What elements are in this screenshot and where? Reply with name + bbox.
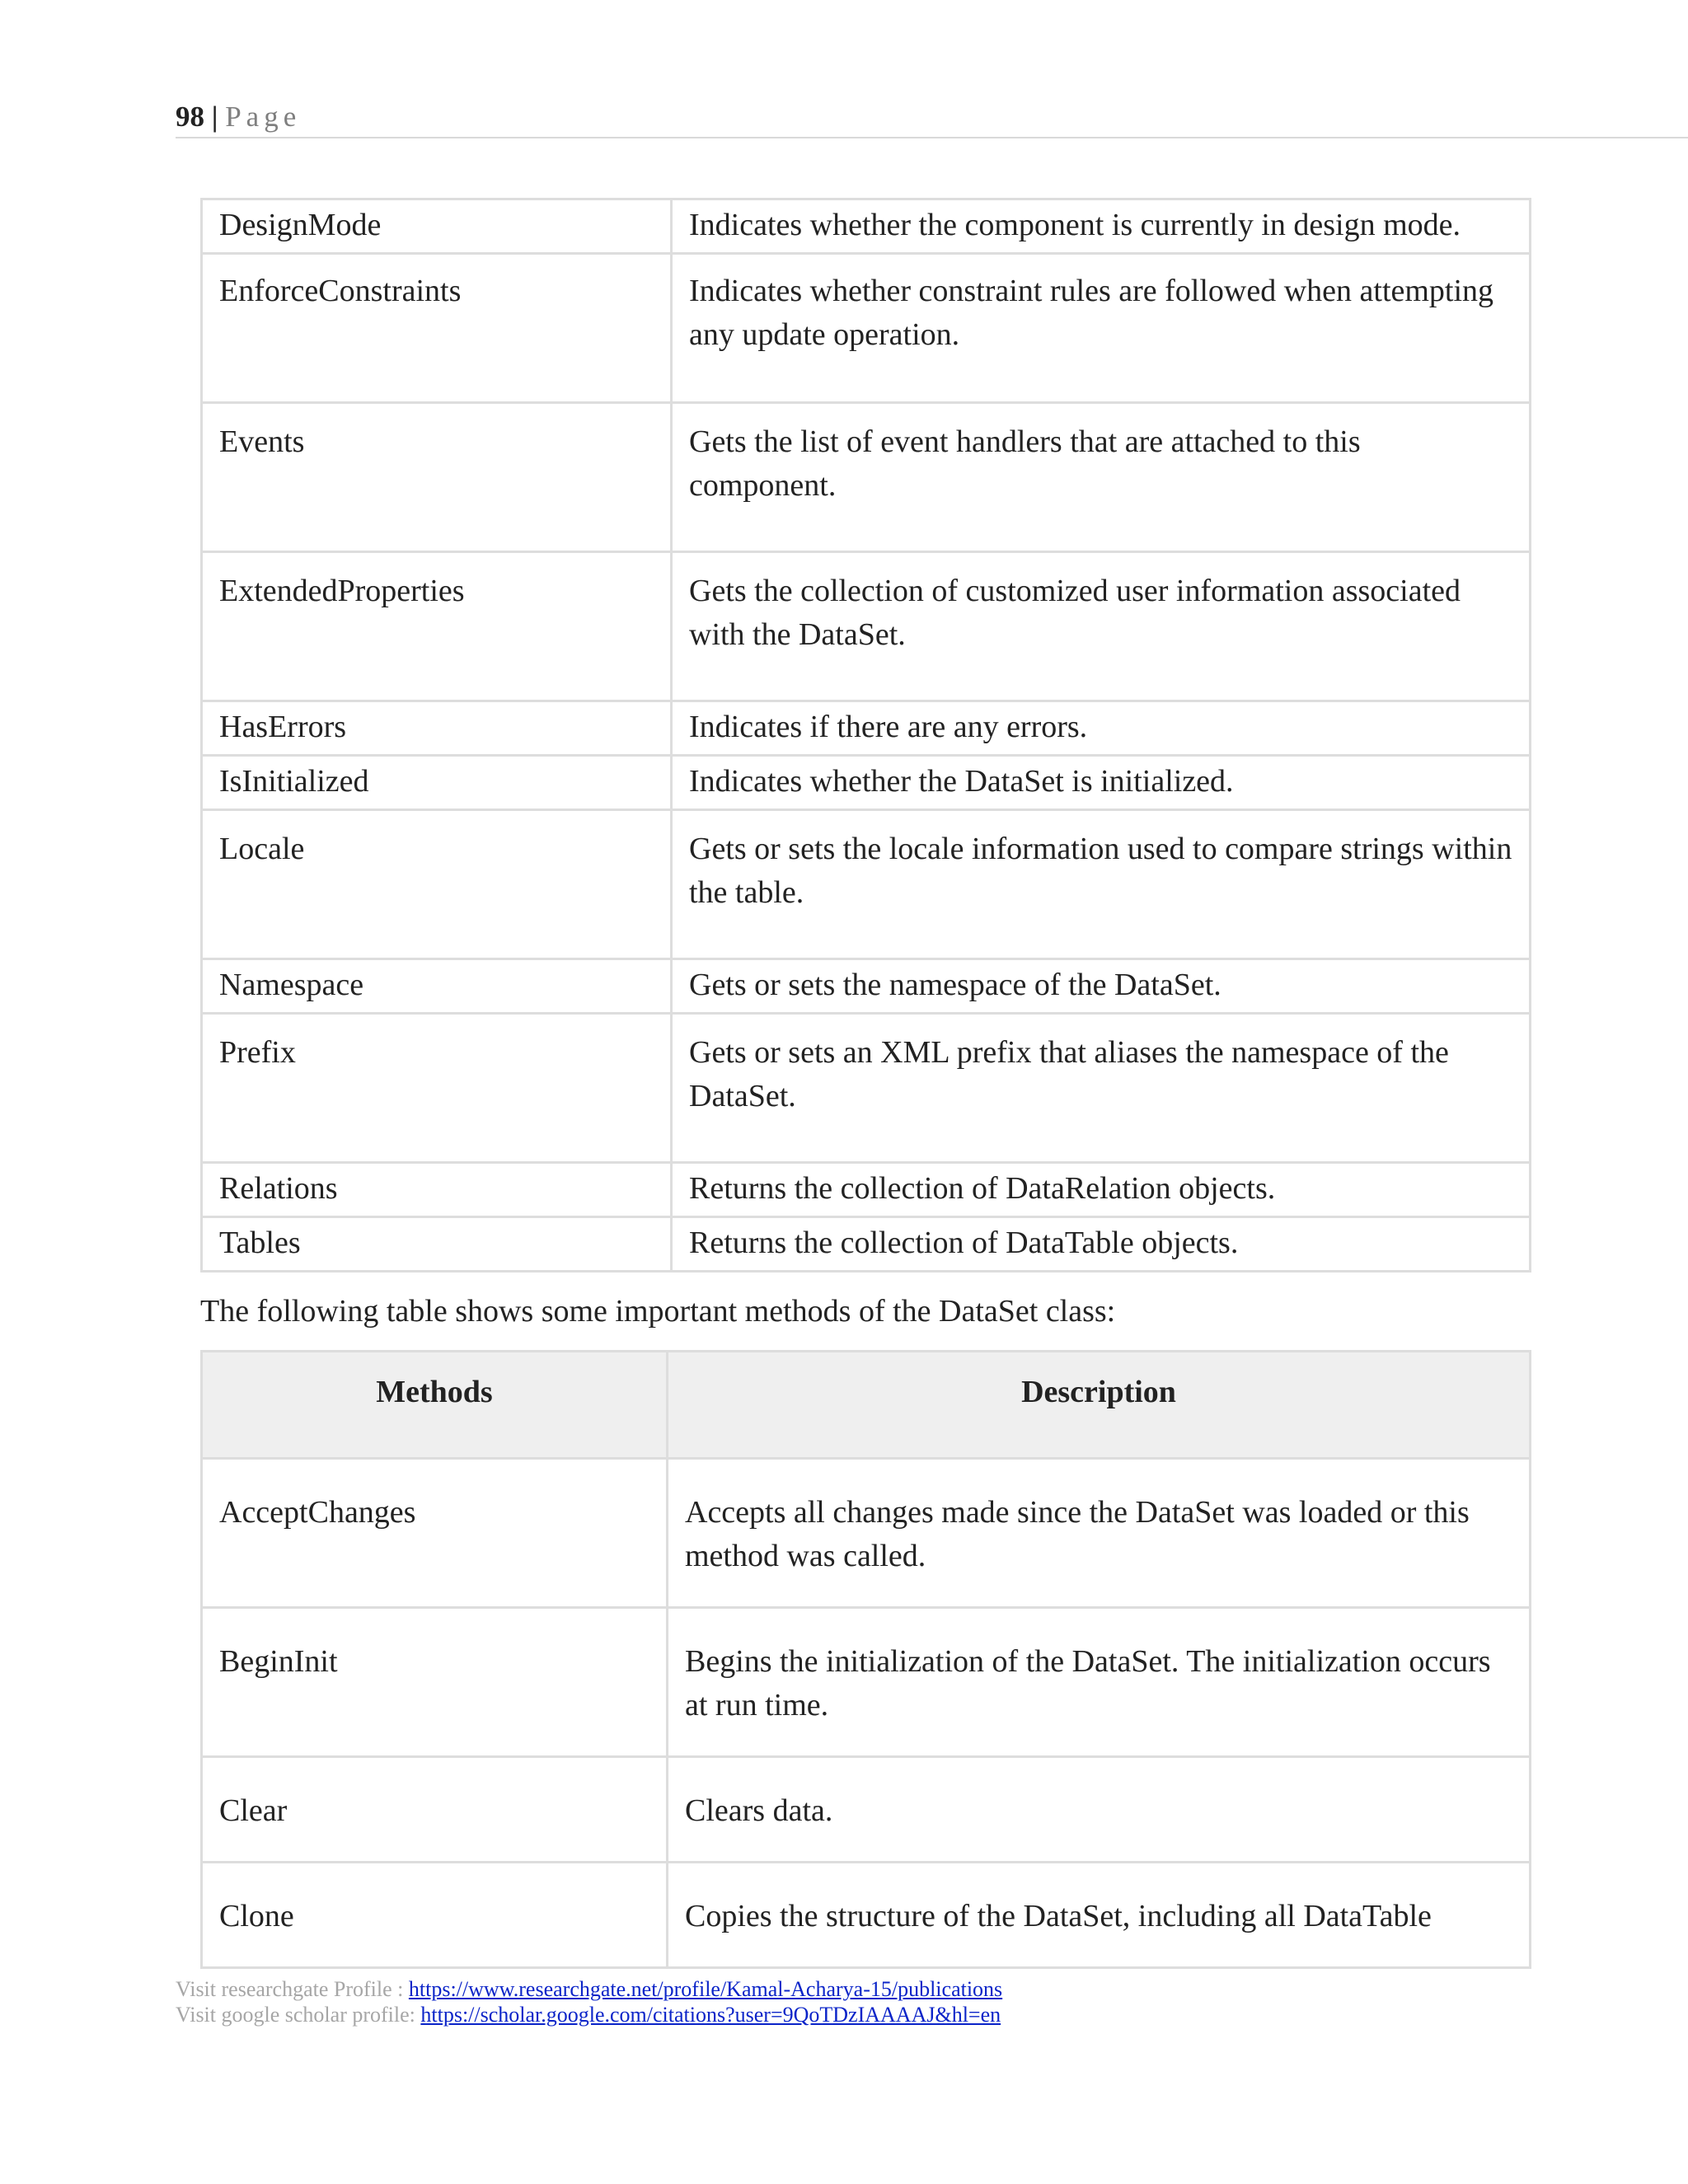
scholar-link[interactable]: https://scholar.google.com/citations?user=9QoTDzIAAAAJ&hl=en: [420, 2003, 1001, 2027]
scholar-line: [176, 2002, 1002, 2027]
method-name: Clear: [202, 1757, 668, 1863]
researchgate-label: Visit researchgate Profile :: [176, 1977, 409, 2001]
property-name: Events: [202, 403, 672, 552]
table-row: [202, 1863, 1531, 1968]
properties-table: [200, 198, 1531, 1272]
method-description: Accepts all changes made since the DataSet was loaded or this method was called.: [668, 1459, 1531, 1608]
column-header-methods: Methods: [202, 1352, 668, 1459]
scholar-label: Visit google scholar profile:: [176, 2003, 421, 2027]
property-description: Gets the list of event handlers that are attached to this component.: [672, 403, 1531, 552]
property-name: Prefix: [202, 1014, 672, 1163]
table-row: [202, 1757, 1531, 1863]
property-description: Gets the collection of customized user information associated with the DataSet.: [672, 552, 1531, 701]
property-name: Locale: [202, 810, 672, 959]
table-row: [202, 959, 1531, 1014]
table-row: [202, 1163, 1531, 1217]
table-row: [202, 1608, 1531, 1757]
property-description: Returns the collection of DataRelation objects.: [672, 1163, 1531, 1217]
method-name: BeginInit: [202, 1608, 668, 1757]
property-name: HasErrors: [202, 701, 672, 756]
methods-table: [200, 1350, 1531, 1969]
property-name: EnforceConstraints: [202, 254, 672, 403]
page-header: [176, 97, 1688, 138]
table-header-row: [202, 1352, 1531, 1459]
property-description: Returns the collection of DataTable objects.: [672, 1217, 1531, 1272]
property-description: Gets or sets the namespace of the DataSet.: [672, 959, 1531, 1014]
table-row: [202, 199, 1531, 254]
table-row: [202, 701, 1531, 756]
table-row: [202, 552, 1531, 701]
method-description: Copies the structure of the DataSet, including all DataTable: [668, 1863, 1531, 1968]
property-description: Gets or sets an XML prefix that aliases the namespace of the DataSet.: [672, 1014, 1531, 1163]
page-number: 98: [176, 101, 204, 133]
page-word: Page: [225, 101, 302, 133]
column-header-description: Description: [668, 1352, 1531, 1459]
table-row: [202, 403, 1531, 552]
property-description: Gets or sets the locale information used to compare strings within the table.: [672, 810, 1531, 959]
property-name: DesignMode: [202, 199, 672, 254]
researchgate-link[interactable]: https://www.researchgate.net/profile/Kamal-Acharya-15/publications: [408, 1977, 1003, 2001]
property-name: Tables: [202, 1217, 672, 1272]
table-row: [202, 1014, 1531, 1163]
property-description: Indicates whether the DataSet is initialized.: [672, 756, 1531, 810]
property-name: ExtendedProperties: [202, 552, 672, 701]
property-description: Indicates if there are any errors.: [672, 701, 1531, 756]
table-row: [202, 810, 1531, 959]
method-description: Clears data.: [668, 1757, 1531, 1863]
researchgate-line: [176, 1976, 1002, 2002]
method-name: AcceptChanges: [202, 1459, 668, 1608]
table-row: [202, 254, 1531, 403]
table-row: [202, 1217, 1531, 1272]
page-separator: |: [211, 101, 218, 133]
table-row: [202, 756, 1531, 810]
property-name: Relations: [202, 1163, 672, 1217]
methods-intro-text: The following table shows some important methods of the DataSet class:: [200, 1294, 1116, 1329]
page-footer: [176, 1976, 1002, 2027]
table-row: [202, 1459, 1531, 1608]
property-name: Namespace: [202, 959, 672, 1014]
property-name: IsInitialized: [202, 756, 672, 810]
property-description: Indicates whether the component is currently in design mode.: [672, 199, 1531, 254]
property-description: Indicates whether constraint rules are followed when attempting any update operation.: [672, 254, 1531, 403]
method-name: Clone: [202, 1863, 668, 1968]
method-description: Begins the initialization of the DataSet. The initialization occurs at run time.: [668, 1608, 1531, 1757]
